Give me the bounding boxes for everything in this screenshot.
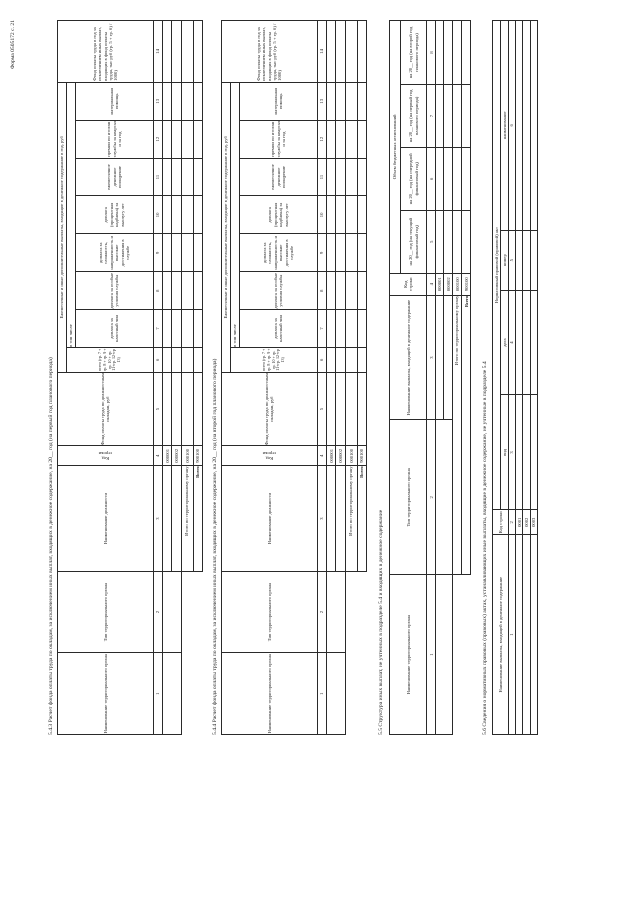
col-year-fund: Фонд оплаты труда в год за исключением иных выплат, входящих в фонд оплаты труда, тыс руб (гр. 5 + гр. 6) / 1000) bbox=[58, 21, 154, 83]
table-row: 000002 bbox=[172, 21, 181, 735]
table-5-6: Наименование выплаты, входящей в денежное содержание Код строки Нормативный правовой (правовой) акт вид дата номер наименование 1 2 3 4 5 6 0001 0002 0003 bbox=[492, 20, 538, 735]
column-numbers-row: 1 2 3 4 5 6 7 8 9 10 11 12 13 14 bbox=[317, 21, 326, 735]
col-13: материальная помощь bbox=[75, 82, 153, 120]
col-8: доплата за особые условия службы bbox=[75, 272, 153, 310]
col-code-cell bbox=[58, 446, 154, 466]
table-row: 0003 bbox=[530, 21, 537, 735]
table-5-4-3 bbox=[57, 20, 203, 735]
section-title-5-5: 5.5 Структура иных выплат, не учтенных в подразделе 5.4 и входящих в денежное содержание bbox=[378, 509, 384, 735]
col-10: доплата (процентная надбавка) за выслугу лет bbox=[75, 196, 153, 234]
table-row: 000001 bbox=[326, 21, 335, 735]
subtotal-row: Итого по территориальному органу 000100 bbox=[345, 21, 357, 735]
section-title-5-4-4: 5.4.4 Расчет фонда оплаты труда по окладам, за исключением иных выплат, входящих в денежное содержание, на 20__ год (на второй год планового периода) bbox=[212, 358, 218, 735]
table-row: 000001 bbox=[162, 21, 171, 735]
table-5-4-4: Наименование территориального органа Тип территориального органа Наименование должности Код строки Фонд оплаты труда по должностным окладам, руб Ежемесячные и иные дополнительные выплаты, входящие в денежное содержание в год, руб Фонд оплаты труда в год за исключением иных выплат, входящих в фонд оплаты труда, тыс руб (гр. 5 + гр. 6) / 1000) всего (гр. 7 + гр. 8 + гр. 9 + гр. 10 + гр. 11+гр. 12+гр 13) в том числе доплата за классный чин доплата за особые условия службы доплата за сложность, напряженность и высокие достижения в службе доплата (процентная надбавка) за выслугу лет ежемесячное денежное поощрение премии по итогам службы за квартал и за год материальная помощь 1 2 3 4 5 6 7 8 9 10 11 12 13 14 000001 000002 Итого по территориальному органу 000100 Всего 900100 bbox=[221, 20, 367, 735]
table-row: 0002 bbox=[523, 21, 530, 735]
table-row: 0001 bbox=[515, 21, 522, 735]
total-row: Всего 900100 bbox=[193, 21, 202, 735]
table-row: 000002 bbox=[336, 21, 345, 735]
total-row: Всего 900100 bbox=[462, 21, 471, 735]
col-total: всего (гр. 7 + гр. 8 + гр. 9 + гр. 10 + гр. 11+гр. 12+гр 13) bbox=[67, 347, 153, 372]
table-row: 000002 bbox=[444, 21, 452, 735]
table-5-5: Наименование территориального органа Тип территориального органа Наименование выплаты, входящей в денежное содержание Код строки Объем бюджетных ассигнований на 20__ год (на текущий финансовый год) на 20__ год (на очередной финансовый год) на 20__ год (на первый год планового периода) на 20__ год (на второй год планового периода) 1 2 3 4 5 6 7 8 000001 000002 Итого по территориальному органу 000100 Всего 900100 bbox=[389, 20, 471, 735]
col-incl: в том числе bbox=[67, 82, 76, 347]
form-id: Форма 0505172 с. 21 bbox=[10, 20, 16, 70]
col-code: Код строки bbox=[98, 450, 112, 462]
col-monthly: Ежемесячные и иные дополнительные выплаты, входящие в денежное содержание в год, руб bbox=[58, 82, 67, 372]
subtotal-row: Итого по территориальному органу 000100 bbox=[452, 21, 462, 735]
column-numbers-row: 1 2 3 4 5 6 bbox=[508, 21, 515, 735]
col-11: ежемесячное денежное поощрение bbox=[75, 158, 153, 196]
col-org: Наименование территориального органа bbox=[58, 653, 154, 735]
total-row: Всего 900100 bbox=[357, 21, 366, 735]
col-fund: Фонд оплаты труда по должностным окладам, руб bbox=[58, 372, 154, 446]
subtotal-row: Итого по территориальному органу 000100 bbox=[181, 21, 193, 735]
col-7: доплата за классный чин bbox=[75, 310, 153, 348]
col-12: премии по итогам службы за квартал и за год bbox=[75, 120, 153, 158]
section-title-5-6: 5.6 Сведения о нормативных правовых (правовых) актах, устанавливающих иные выплаты, входящие в денежное содержание, не учтенные в подразделе 5.4 bbox=[482, 361, 488, 735]
col-type: Тип территориального органа bbox=[58, 571, 154, 653]
table-row: 000001 bbox=[435, 21, 443, 735]
col-position: Наименование должности bbox=[58, 466, 154, 571]
section-title-5-4-3: 5.4.3 Расчет фонда оплаты труда по окладам, за исключением иных выплат, входящих в денежное содержание, на 20__ год (на первый год планового периода) bbox=[48, 357, 54, 735]
column-numbers-row: 1 2 3 4 5 6 7 8 bbox=[427, 21, 435, 735]
column-numbers-row: 1 2 3 4 5 6 7 8 9 10 11 12 13 14 bbox=[153, 21, 162, 735]
col-9: доплата за сложность, напряженность и высокие достижения в службе bbox=[75, 234, 153, 272]
